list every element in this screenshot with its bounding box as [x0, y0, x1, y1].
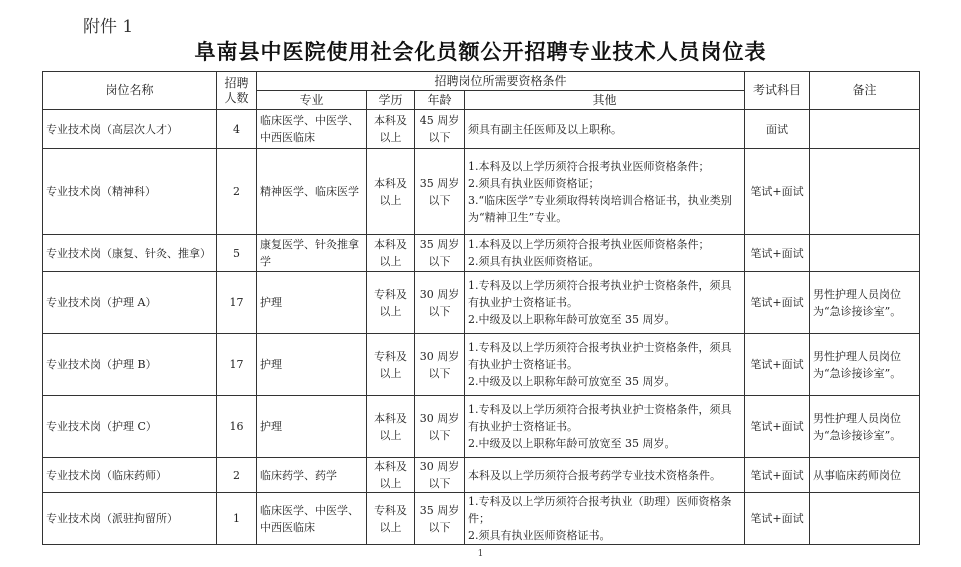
- age-cell: 35 周岁以下: [415, 149, 465, 235]
- exam-cell: 笔试+面试: [745, 458, 810, 493]
- count-cell: 2: [217, 149, 257, 235]
- table-row: [43, 458, 920, 493]
- age-cell: 35 周岁以下: [415, 235, 465, 272]
- remarks-cell: 男性护理人员岗位为“急诊接诊室”。: [810, 334, 920, 396]
- requirement-line: 1.专科及以上学历须符合报考执业护士资格条件，须具有执业护士资格证书。: [468, 279, 732, 309]
- table-row: [43, 272, 920, 334]
- table-row: [43, 149, 920, 235]
- table-row: [43, 396, 920, 458]
- requirement-line: 1.本科及以上学历须符合报考执业医师资格条件；: [468, 159, 710, 173]
- remarks-cell: [810, 149, 920, 235]
- education-cell: 专科及以上: [367, 334, 415, 396]
- age-cell: 35 周岁以下: [415, 493, 465, 545]
- table-row: [43, 235, 920, 272]
- education-cell: 本科及以上: [367, 149, 415, 235]
- table-row: [43, 110, 920, 149]
- header-requirements: 招聘岗位所需要资格条件: [257, 72, 745, 91]
- education-cell: 专科及以上: [367, 272, 415, 334]
- header-count: 招聘人数: [217, 72, 257, 110]
- remarks-cell: [810, 110, 920, 149]
- other-cell: [465, 493, 745, 545]
- other-cell: [465, 272, 745, 334]
- requirement-line: 1.本科及以上学历须符合报考执业医师资格条件；: [468, 238, 710, 251]
- position-cell: 专业技术岗（高层次人才）: [43, 110, 217, 149]
- remarks-cell: 男性护理人员岗位为“急诊接诊室”。: [810, 272, 920, 334]
- other-cell: [465, 149, 745, 235]
- requirement-line: 1.专科及以上学历须符合报考执业护士资格条件，须具有执业护士资格证书。: [468, 341, 732, 371]
- header-remarks: 备注: [810, 72, 920, 110]
- position-cell: 专业技术岗（精神科）: [43, 149, 217, 235]
- count-cell: 17: [217, 334, 257, 396]
- other-cell: [465, 396, 745, 458]
- major-cell: 临床医学、中医学、中西医临床: [257, 110, 367, 149]
- position-cell: 专业技术岗（派驻拘留所）: [43, 493, 217, 545]
- remarks-cell: [810, 235, 920, 272]
- remarks-cell: 从事临床药师岗位: [810, 458, 920, 493]
- exam-cell: 笔试+面试: [745, 235, 810, 272]
- education-cell: 本科及以上: [367, 458, 415, 493]
- header-education: 学历: [367, 91, 415, 110]
- education-cell: 本科及以上: [367, 110, 415, 149]
- education-cell: 本科及以上: [367, 235, 415, 272]
- page-number: 1: [477, 549, 484, 559]
- age-cell: 30 周岁以下: [415, 458, 465, 493]
- exam-cell: 笔试+面试: [745, 493, 810, 545]
- major-cell: 护理: [257, 272, 367, 334]
- count-cell: 17: [217, 272, 257, 334]
- major-cell: 临床药学、药学: [257, 458, 367, 493]
- position-cell: 专业技术岗（护理 B）: [43, 334, 217, 396]
- exam-cell: 笔试+面试: [745, 149, 810, 235]
- age-cell: 45 周岁以下: [415, 110, 465, 149]
- table-row: [43, 493, 920, 545]
- header-other: 其他: [465, 91, 745, 110]
- header-age: 年龄: [415, 91, 465, 110]
- major-cell: 护理: [257, 334, 367, 396]
- remarks-cell: 男性护理人员岗位为“急诊接诊室”。: [810, 396, 920, 458]
- requirement-line: 2.中级及以上职称年龄可放宽至 35 周岁。: [468, 375, 676, 388]
- requirement-line: 本科及以上学历须符合报考药学专业技术资格条件。: [468, 468, 721, 482]
- count-cell: 5: [217, 235, 257, 272]
- education-cell: 本科及以上: [367, 396, 415, 458]
- major-cell: 康复医学、针灸推拿学: [257, 235, 367, 272]
- positions-table: [42, 71, 920, 545]
- age-cell: 30 周岁以下: [415, 396, 465, 458]
- other-cell: [465, 334, 745, 396]
- other-cell: [465, 235, 745, 272]
- exam-cell: 面试: [745, 110, 810, 149]
- position-cell: 专业技术岗（临床药师）: [43, 458, 217, 493]
- major-cell: 精神医学、临床医学: [257, 149, 367, 235]
- requirement-line: 3.“临床医学”专业须取得转岗培训合格证书，执业类别为“精神卫生”专业。: [468, 193, 732, 224]
- requirement-line: 1.专科及以上学历须符合报考执业（助理）医师资格条件；: [468, 495, 732, 525]
- age-cell: 30 周岁以下: [415, 272, 465, 334]
- count-cell: 16: [217, 396, 257, 458]
- position-cell: 专业技术岗（康复、针灸、推拿）: [43, 235, 217, 272]
- exam-cell: 笔试+面试: [745, 396, 810, 458]
- position-cell: 专业技术岗（护理 C）: [43, 396, 217, 458]
- requirement-line: 2.须具有执业医师资格证；: [468, 176, 600, 190]
- requirement-line: 2.须具有执业医师资格证书。: [468, 529, 611, 542]
- table-row: [43, 334, 920, 396]
- header-position: 岗位名称: [43, 72, 217, 110]
- header-exam: 考试科目: [745, 72, 810, 110]
- count-cell: 4: [217, 110, 257, 149]
- position-cell: 专业技术岗（护理 A）: [43, 272, 217, 334]
- header-major: 专业: [257, 91, 367, 110]
- major-cell: 护理: [257, 396, 367, 458]
- other-cell: [465, 110, 745, 149]
- requirement-line: 2.中级及以上职称年龄可放宽至 35 周岁。: [468, 437, 676, 450]
- other-cell: [465, 458, 745, 493]
- count-cell: 2: [217, 458, 257, 493]
- count-cell: 1: [217, 493, 257, 545]
- requirement-line: 1.专科及以上学历须符合报考执业护士资格条件，须具有执业护士资格证书。: [468, 403, 732, 433]
- requirement-line: 2.须具有执业医师资格证。: [468, 255, 600, 268]
- exam-cell: 笔试+面试: [745, 334, 810, 396]
- requirement-line: 2.中级及以上职称年龄可放宽至 35 周岁。: [468, 313, 676, 326]
- attachment-label: 附件 1: [83, 17, 134, 37]
- age-cell: 30 周岁以下: [415, 334, 465, 396]
- exam-cell: 笔试+面试: [745, 272, 810, 334]
- major-cell: 临床医学、中医学、中西医临床: [257, 493, 367, 545]
- education-cell: 专科及以上: [367, 493, 415, 545]
- document-title: 阜南县中医院使用社会化员额公开招聘专业技术人员岗位表: [194, 39, 767, 64]
- remarks-cell: [810, 493, 920, 545]
- requirement-line: 须具有副主任医师及以上职称。: [468, 122, 622, 136]
